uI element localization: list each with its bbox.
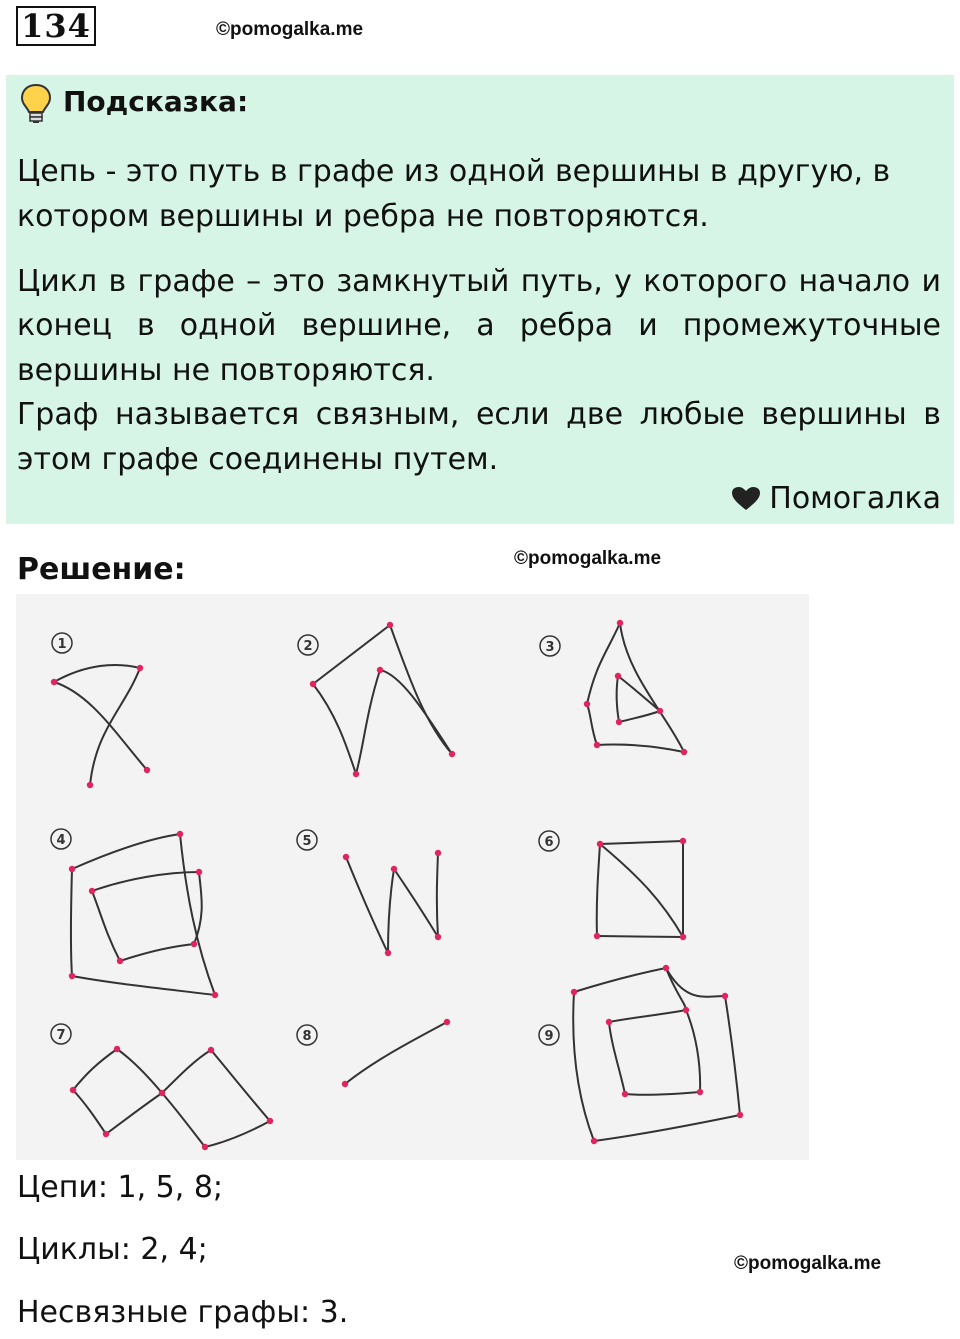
graph-vertex [683,1007,689,1013]
graph-vertex [584,701,590,707]
graph-vertex [387,622,393,628]
brand-name: Помогалка [769,481,941,516]
lightbulb-icon [20,83,52,125]
hint-box [6,75,954,524]
graph-vertex [196,869,202,875]
answer-disconnected: Несвязные графы: 3. [17,1295,349,1330]
watermark: ©pomogalka.me [216,19,364,40]
graph-vertex [208,1047,214,1053]
hint-title: Подсказка: [63,85,249,118]
answer-chains: Цепи: 1, 5, 8; [17,1170,224,1205]
hint-cycle-line3: вершины не повторяются. [17,353,435,388]
graph-vertex [51,679,57,685]
watermark-3: ©pomogalka.me [734,1253,882,1274]
task-number: 134 [16,6,96,46]
graph-label-9 [539,1025,559,1045]
graph-vertex [69,866,75,872]
answer-cycles: Циклы: 2, 4; [17,1232,208,1267]
graph-8-edges [345,1022,447,1084]
graph-label-text: 5 [302,834,312,849]
graph-vertex [69,973,75,979]
graph-vertex [681,749,687,755]
graph-label-4 [51,829,71,849]
graphs-svg [16,594,809,1160]
graph-vertex [377,667,383,673]
graph-vertex [353,771,359,777]
graph-vertex [144,767,150,773]
graph-vertex [615,673,621,679]
graph-vertex [202,1144,208,1150]
graph-vertex [617,620,623,626]
graph-vertex [114,1046,120,1052]
graph-vertex [267,1118,273,1124]
graph-7-edges [73,1049,270,1147]
graph-vertex [591,1138,597,1144]
graph-vertex [737,1112,743,1118]
graph-label-text: 2 [303,639,313,654]
graph-vertex [435,850,441,856]
watermark-2: ©pomogalka.me [514,548,662,569]
graph-1-edges [54,665,147,785]
graph-4-edges [71,834,215,995]
hint-cycle-line2: конец в одной вершине, а ребра и промежуточные [17,308,941,343]
graph-label-8 [297,1025,317,1045]
graph-vertex [680,934,686,940]
graph-vertex [342,1081,348,1087]
graphs-figure [16,594,809,1160]
hint-cycle-line1: Цикл в графе – это замкнутый путь, у которого начало и [17,264,941,299]
graph-vertex [70,1087,76,1093]
graph-vertex [597,841,603,847]
hint-chain-line1: Цепь - это путь в графе из одной вершины в другую, в [17,154,891,189]
graph-vertex [606,1019,612,1025]
graph-vertex [435,934,441,940]
graph-vertex [663,965,669,971]
graph-vertex [594,933,600,939]
graph-vertex [137,665,143,671]
graph-2-edges [313,625,452,774]
graph-vertex [177,831,183,837]
graph-9-edges [573,968,740,1141]
graph-vertex [159,1090,165,1096]
hint-chain-line2: котором вершины и ребра не повторяются. [17,199,709,234]
graph-vertex [722,993,728,999]
heart-icon [731,486,761,512]
hint-connected-line1: Граф называется связным, если две любые вершины в [17,397,941,432]
graph-label-text: 8 [302,1029,312,1044]
graph-vertex [391,866,397,872]
graph-label-3 [540,636,560,656]
graph-vertex [622,1091,628,1097]
graph-vertex [385,950,391,956]
solution-title: Решение: [17,552,186,587]
graph-vertex [89,888,95,894]
graph-vertex [657,708,663,714]
graph-vertex [697,1089,703,1095]
graph-label-text: 3 [545,640,555,655]
graph-vertex [212,992,218,998]
graph-vertex [449,751,455,757]
graph-label-6 [539,831,559,851]
graph-3-edges [587,623,684,752]
graph-label-text: 4 [56,833,66,848]
graph-vertex [191,941,197,947]
graph-label-text: 7 [56,1028,66,1043]
hint-connected-line2: этом графе соединены путем. [17,442,499,477]
graph-vertex [87,782,93,788]
graph-vertex [310,681,316,687]
graph-vertex [117,958,123,964]
graph-vertex [444,1019,450,1025]
graph-vertex [616,719,622,725]
graph-vertex [343,854,349,860]
graph-label-5 [297,830,317,850]
graph-label-text: 9 [544,1029,554,1044]
graph-vertex [594,742,600,748]
graph-label-7 [51,1024,71,1044]
graph-label-text: 1 [57,637,67,652]
graph-vertex [571,989,577,995]
graph-vertex [103,1131,109,1137]
graph-6-edges [597,841,683,937]
brand [731,481,941,516]
graph-vertex [680,838,686,844]
graph-label-text: 6 [544,835,554,850]
graph-label-1 [52,633,72,653]
graph-label-2 [298,635,318,655]
